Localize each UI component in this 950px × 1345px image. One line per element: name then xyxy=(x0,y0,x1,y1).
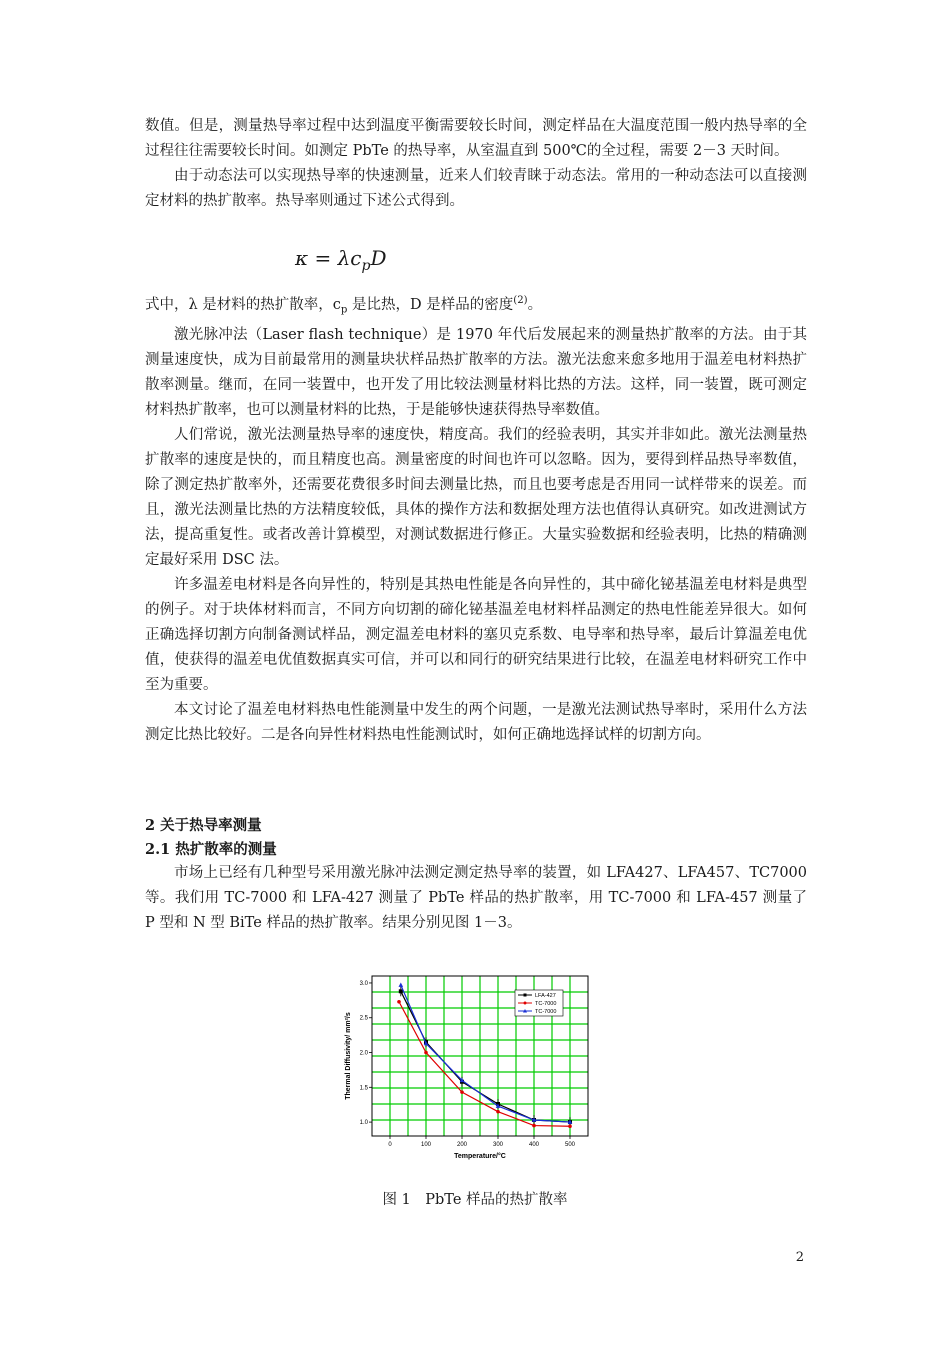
paragraph: 许多温差电材料是各向异性的，特别是其热电性能是各向异性的，其中碲化铋基温差电材料是典型的例子。对于块体材料而言，不同方向切割的碲化铋基温差电材料样品测定的热电性能差异很大。如何正确选择切割方向制备测试样品，测定温差电材料的塞贝克系数、电导率和热导率，最后计算温差电优值，使获得的温差电优值数据真实可信，并可以和同行的研究结果进行比较，在温差电材料研究工作中至为重要。 xyxy=(145,576,807,693)
thermal-diffusivity-chart xyxy=(340,968,600,1168)
x-tick-label: 400 xyxy=(528,1142,540,1148)
y-tick-label: 2.0 xyxy=(359,1050,368,1057)
data-point xyxy=(568,1124,572,1128)
formula xyxy=(295,246,386,274)
figure-chart xyxy=(340,968,600,1168)
formula-note-suffix: 。 xyxy=(527,296,543,313)
citation-ref: (2) xyxy=(513,295,528,306)
data-point xyxy=(532,1124,536,1128)
legend-marker xyxy=(524,1002,527,1005)
data-point xyxy=(460,1090,464,1094)
x-tick-label: 200 xyxy=(456,1142,468,1148)
section-heading: 2 关于热导率测量 xyxy=(145,817,262,834)
y-axis-label: Thermal Diffusivity/ mm²/s xyxy=(345,1012,352,1100)
formula-note-sub: p xyxy=(340,304,348,316)
series-line xyxy=(399,1002,570,1127)
formula-main: κ = λc xyxy=(295,246,362,270)
paragraph: 由于动态法可以实现热导率的快速测量，近来人们较青睐于动态法。常用的一种动态法可以直接测定材料的热扩散率。热导率则通过下述公式得到。 xyxy=(145,168,807,209)
y-tick-label: 1.5 xyxy=(359,1085,368,1092)
formula-tail: D xyxy=(370,246,387,270)
paragraph: 人们常说，激光法测量热导率的速度快，精度高。我们的经验表明，其实并非如此。激光法测量热扩散率的速度是快的，而且精度也高。测量密度的时间也许可以忽略。因为，要得到样品热导率数值，除了测定热扩散率外，还需要花费很多时间去测量比热，而且也要考虑是否用同一试样带来的误差。而且，激光法测量比热的方法精度较低，具体的操作方法和数据处理方法也值得认真研究。如改进测试方法，提高重复性。或者改善计算模型，对测试数据进行修正。大量实验数据和经验表明，比热的精确测定最好采用 DSC 法。 xyxy=(145,426,807,568)
paragraph: 本文讨论了温差电材料热电性能测量中发生的两个问题，一是激光法测试热导率时，采用什么方法测定比热比较好。二是各向异性材料热电性能测试时，如何正确地选择试样的切割方向。 xyxy=(145,701,807,743)
paragraph: 市场上已经有几种型号采用激光脉冲法测定测定热导率的装置，如 LFA427、LFA457、TC7000 等。我们用 TC-7000 和 LFA-427 测量了 PbTe 样品的热扩散率，用 TC-7000 和 LFA-457 测量了 P 型和 N 型 BiTe 样品的热扩散率。结果分别见图 1－3。 xyxy=(145,865,807,931)
page-number: 2 xyxy=(795,1250,804,1265)
y-tick-label: 3.0 xyxy=(359,980,368,987)
x-tick-label: 300 xyxy=(492,1142,504,1148)
paragraph: 激光脉冲法（Laser flash technique）是 1970 年代后发展起来的测量热扩散率的方法。由于其测量速度快，成为目前最常用的测量块状样品热扩散率的方法。激光法愈来愈多地用于温差电材料热扩散率测量。继而，在同一装置中，也开发了用比较法测量材料比热的方法。这样，同一装置，既可测定材料热扩散率，也可以测量材料的比热，于是能够快速获得热导率数值。 xyxy=(145,326,807,418)
section-text xyxy=(145,861,807,936)
formula-sub: p xyxy=(361,258,371,274)
legend-marker xyxy=(524,994,527,997)
paragraph: 数值。但是，测量热导率过程中达到温度平衡需要较长时间，测定样品在大温度范围一般内热导率的全过程往往需要较长时间。如测定 PbTe 的热导率，从室温直到 500℃的全过程，需要 2－3 天时间。 xyxy=(145,118,807,159)
formula-note-middle: 是比热，D 是样品的密度 xyxy=(347,296,514,313)
data-point xyxy=(496,1110,500,1114)
x-axis-label: Temperature/°C xyxy=(454,1153,506,1160)
formula-note-prefix: 式中，λ 是材料的热扩散率，c xyxy=(145,296,341,313)
data-point xyxy=(399,983,404,987)
y-tick-label: 2.5 xyxy=(359,1015,368,1022)
top-text xyxy=(145,114,807,214)
y-tick-label: 1.0 xyxy=(359,1120,368,1127)
formula-note xyxy=(145,288,807,323)
legend-label: TC-7000 xyxy=(535,1009,557,1015)
figure-caption: 图 1 PbTe 样品的热扩散率 xyxy=(382,1192,568,1208)
x-tick-label: 0 xyxy=(388,1142,392,1148)
legend-label: LFA-427 xyxy=(535,993,556,999)
data-point xyxy=(397,1000,401,1004)
middle-text xyxy=(145,288,807,748)
x-tick-label: 100 xyxy=(420,1142,432,1148)
legend-label: TC-7000 xyxy=(535,1001,557,1007)
subsection-heading: 2.1 热扩散率的测量 xyxy=(145,841,277,858)
data-point xyxy=(424,1051,428,1055)
x-tick-label: 500 xyxy=(564,1142,576,1148)
